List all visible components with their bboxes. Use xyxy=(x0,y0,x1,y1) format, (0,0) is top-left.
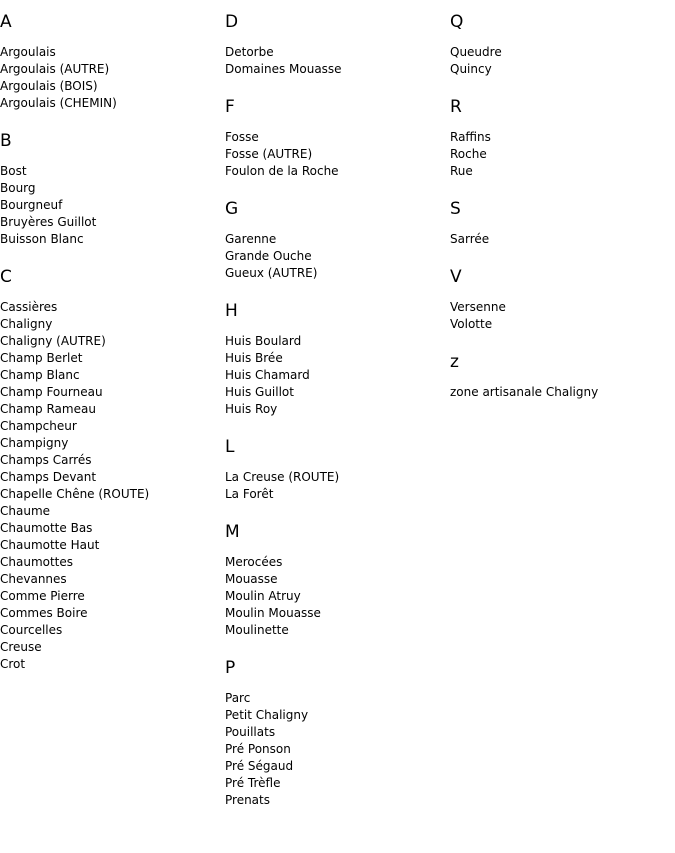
index-entry-list xyxy=(225,554,450,639)
index-entry[interactable]: Petit Chaligny xyxy=(225,708,309,722)
index-group-z xyxy=(450,352,675,401)
index-entry[interactable]: Fosse (AUTRE) xyxy=(225,147,313,161)
index-entry[interactable]: Crot xyxy=(0,657,26,671)
index-group-b xyxy=(0,131,225,248)
index-entry-list xyxy=(225,333,450,418)
index-letter-heading: M xyxy=(225,522,240,542)
index-entry[interactable]: Parc xyxy=(225,691,251,705)
index-column-2 xyxy=(225,12,450,828)
index-entry-list xyxy=(450,384,675,401)
index-letter-heading: B xyxy=(0,131,12,151)
index-entry[interactable]: Champ Fourneau xyxy=(0,385,103,399)
index-column-1 xyxy=(0,12,225,692)
index-entry-list xyxy=(0,299,225,673)
index-entry[interactable]: Prenats xyxy=(225,793,270,807)
index-entry[interactable]: Chaumotte Bas xyxy=(0,521,93,535)
index-entry[interactable]: Detorbe xyxy=(225,45,274,59)
index-entry[interactable]: Versenne xyxy=(450,300,506,314)
index-entry[interactable]: Comme Pierre xyxy=(0,589,85,603)
index-entry-list xyxy=(225,129,450,180)
index-entry[interactable]: Huis Guillot xyxy=(225,385,294,399)
index-entry[interactable]: Argoulais (BOIS) xyxy=(0,79,98,93)
index-entry[interactable]: zone artisanale Chaligny xyxy=(450,385,599,399)
index-entry[interactable]: Huis Boulard xyxy=(225,334,302,348)
index-group-p xyxy=(225,658,450,809)
index-entry-list xyxy=(450,129,675,180)
index-entry[interactable]: Moulinette xyxy=(225,623,289,637)
index-entry[interactable]: Moulin Atruy xyxy=(225,589,301,603)
index-group-v xyxy=(450,267,675,333)
index-group-g xyxy=(225,199,450,282)
index-entry[interactable]: Pré Ponson xyxy=(225,742,291,756)
index-entry[interactable]: Cassières xyxy=(0,300,58,314)
index-entry[interactable]: Argoulais (AUTRE) xyxy=(0,62,110,76)
index-entry-list xyxy=(0,163,225,248)
index-entry[interactable]: Chevannes xyxy=(0,572,67,586)
index-group-h xyxy=(225,301,450,418)
index-entry[interactable]: Champs Carrés xyxy=(0,453,92,467)
index-entry-list xyxy=(450,299,675,333)
index-group-f xyxy=(225,97,450,180)
index-letter-heading: R xyxy=(450,97,462,117)
index-entry[interactable]: Chaumotte Haut xyxy=(0,538,100,552)
index-entry[interactable]: Foulon de la Roche xyxy=(225,164,339,178)
index-group-c xyxy=(0,267,225,673)
index-entry[interactable]: Fosse xyxy=(225,130,259,144)
index-entry[interactable]: Champcheur xyxy=(0,419,77,433)
index-letter-heading: L xyxy=(225,437,235,457)
index-entry[interactable]: Chapelle Chêne (ROUTE) xyxy=(0,487,150,501)
index-entry[interactable]: Chaligny (AUTRE) xyxy=(0,334,106,348)
index-entry[interactable]: Quincy xyxy=(450,62,492,76)
index-entry[interactable]: Grande Ouche xyxy=(225,249,312,263)
index-letter-heading: Q xyxy=(450,12,464,32)
index-letter-heading: S xyxy=(450,199,461,219)
index-group-s xyxy=(450,199,675,248)
index-entry[interactable]: Bost xyxy=(0,164,27,178)
index-entry[interactable]: Pré Ségaud xyxy=(225,759,294,773)
index-group-r xyxy=(450,97,675,180)
index-entry[interactable]: Bruyères Guillot xyxy=(0,215,97,229)
index-entry[interactable]: Chaligny xyxy=(0,317,53,331)
index-group-a xyxy=(0,12,225,112)
index-entry-list xyxy=(225,690,450,809)
index-letter-heading: D xyxy=(225,12,239,32)
index-letter-heading: A xyxy=(0,12,12,32)
index-entry[interactable]: Argoulais xyxy=(0,45,56,59)
index-entry[interactable]: Huis Roy xyxy=(225,402,278,416)
index-entry[interactable]: Raffins xyxy=(450,130,491,144)
index-letter-heading: H xyxy=(225,301,238,321)
index-entry[interactable]: Domaines Mouasse xyxy=(225,62,342,76)
index-entry-list xyxy=(450,231,675,248)
index-entry[interactable]: Pouillats xyxy=(225,725,276,739)
index-entry[interactable]: Buisson Blanc xyxy=(0,232,84,246)
index-group-m xyxy=(225,522,450,639)
index-entry[interactable]: Queudre xyxy=(450,45,502,59)
index-entry[interactable]: Rue xyxy=(450,164,473,178)
index-entry[interactable]: Huis Chamard xyxy=(225,368,310,382)
index-letter-heading: F xyxy=(225,97,235,117)
index-letter-heading: P xyxy=(225,658,236,678)
index-entry[interactable]: La Forêt xyxy=(225,487,274,501)
index-letter-heading: C xyxy=(0,267,12,287)
index-column-3 xyxy=(450,12,675,420)
index-letter-heading: V xyxy=(450,267,462,287)
index-entry-list xyxy=(225,44,450,78)
index-entry[interactable]: Garenne xyxy=(225,232,277,246)
index-entry[interactable]: Argoulais (CHEMIN) xyxy=(0,96,117,110)
index-entry[interactable]: Gueux (AUTRE) xyxy=(225,266,318,280)
index-entry-list xyxy=(450,44,675,78)
index-entry[interactable]: Moulin Mouasse xyxy=(225,606,321,620)
index-entry[interactable]: Mouasse xyxy=(225,572,278,586)
index-entry[interactable]: Champs Devant xyxy=(0,470,97,484)
index-entry-list xyxy=(0,44,225,112)
index-group-q xyxy=(450,12,675,78)
index-group-d xyxy=(225,12,450,78)
index-entry[interactable]: Pré Trèfle xyxy=(225,776,281,790)
index-entry[interactable]: Chaumottes xyxy=(0,555,74,569)
index-entry[interactable]: Champ Rameau xyxy=(0,402,96,416)
index-group-l xyxy=(225,437,450,503)
index-entry[interactable]: Creuse xyxy=(0,640,42,654)
index-entry[interactable]: Champ Berlet xyxy=(0,351,83,365)
index-entry[interactable]: Champigny xyxy=(0,436,69,450)
index-entry[interactable]: Volotte xyxy=(450,317,493,331)
index-entry-list xyxy=(225,231,450,282)
index-entry[interactable]: Champ Blanc xyxy=(0,368,80,382)
index-entry[interactable]: Bourg xyxy=(0,181,36,195)
index-entry[interactable]: Roche xyxy=(450,147,487,161)
index-entry[interactable]: Commes Boire xyxy=(0,606,88,620)
index-entry[interactable]: Sarrée xyxy=(450,232,490,246)
index-letter-heading: G xyxy=(225,199,239,219)
index-letter-heading: z xyxy=(450,352,459,372)
index-entry[interactable]: Huis Brée xyxy=(225,351,283,365)
index-entry[interactable]: Merocées xyxy=(225,555,283,569)
index-entry[interactable]: La Creuse (ROUTE) xyxy=(225,470,340,484)
index-entry[interactable]: Bourgneuf xyxy=(0,198,63,212)
index-entry-list xyxy=(225,469,450,503)
index-entry[interactable]: Courcelles xyxy=(0,623,63,637)
index-entry[interactable]: Chaume xyxy=(0,504,51,518)
